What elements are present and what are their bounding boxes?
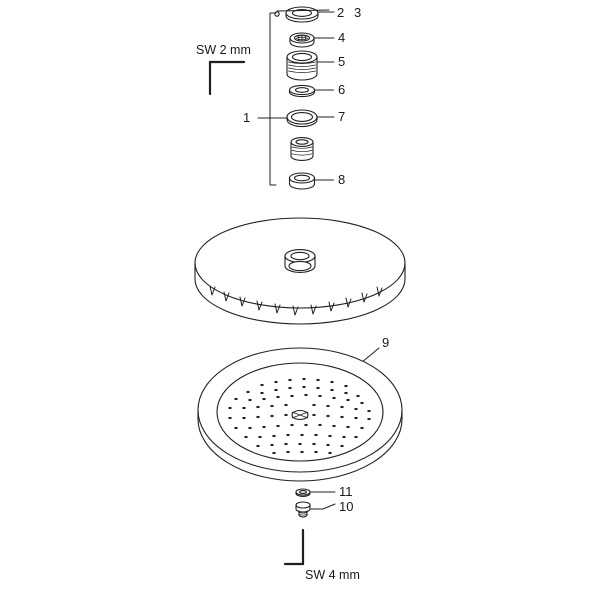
part-3-screw <box>275 12 279 16</box>
callout-9: 9 <box>382 335 390 350</box>
part-2-ring <box>286 7 318 22</box>
callout-3: 3 <box>354 5 362 20</box>
part-connector-nipple <box>291 138 313 161</box>
tool-sw2-allen-key <box>210 62 244 94</box>
part-5-sleeve <box>287 51 317 80</box>
callout-5: 5 <box>338 54 346 69</box>
part-10-screw <box>296 502 310 517</box>
part-4-filter <box>290 33 314 47</box>
part-shower-top-plate <box>195 218 405 324</box>
part-7-gasket <box>287 110 317 127</box>
callout-10: 10 <box>339 499 354 514</box>
callout-2: 2 <box>337 5 345 20</box>
part-9-spray-face <box>198 348 402 481</box>
callout-6: 6 <box>338 82 346 97</box>
tool-label-sw4: SW 4 mm <box>305 568 360 582</box>
callout-7: 7 <box>338 109 346 124</box>
callout-4: 4 <box>338 30 346 45</box>
bracket-item-1 <box>270 13 276 185</box>
part-8-ring <box>290 173 315 189</box>
callout-1: 1 <box>243 110 251 125</box>
tool-sw4-allen-key <box>285 530 303 564</box>
tool-label-sw2: SW 2 mm <box>196 43 251 57</box>
callout-8: 8 <box>338 172 346 187</box>
part-6-washer <box>290 85 315 96</box>
callout-11: 11 <box>339 484 353 499</box>
part-11-oring <box>296 489 310 496</box>
